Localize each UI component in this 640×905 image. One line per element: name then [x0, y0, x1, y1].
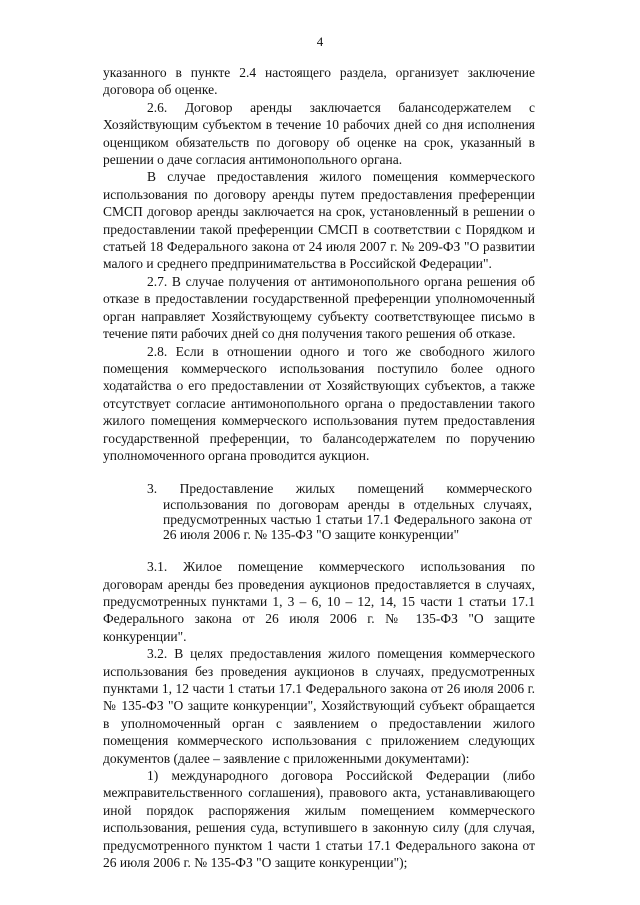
paragraph-3-2: 3.2. В целях предоставления жилого помещения коммерческого использования без проведения аукционов в случаях, предусмотренных пунктами 1, 12 части 1 статьи 17.1 Федерального закона от 26 июля 2006 г. № 135-ФЗ "О защите конкуренции", Хозяйствующий субъект обращается в уполномоченный орган с заявлением о предоставлении жилого помещения коммерческого использования с приложением следующих документов (далее – заявление с приложенными документами):: [103, 646, 535, 766]
document-body: [103, 64, 535, 871]
paragraph-2-8: 2.8. Если в отношении одного и того же свободного жилого помещения коммерческого использования поступило более одного ходатайства о его предоставлении от Хозяйствующих субъектов, а также отсутствует согласие антимонопольного органа о предоставлении такого жилого помещения коммерческого использования путем предоставления государственной преференции, то балансодержателем по поручению уполномоченного органа проводится аукцион.: [103, 343, 535, 463]
paragraph-continuation: указанного в пункте 2.4 настоящего раздела, организует заключение договора об оценке.: [103, 65, 535, 98]
paragraph-3-2-item-1: 1) международного договора Российской Федерации (либо межправительственного соглашения), правового акта, устанавливающего иной порядок распоряжения жилым помещением коммерческого использования, решения суда, вступившего в законную силу (для случая, предусмотренного пунктом 1 части 1 статьи 17.1 Федерального закона от 26 июля 2006 г. № 135-ФЗ "О защите конкуренции");: [103, 768, 535, 871]
paragraph-3-1: 3.1. Жилое помещение коммерческого использования по договорам аренды без проведения аукционов предоставляется в случаях, предусмотренных пунктами 1, 3 – 6, 10 – 12, 14, 15 части 1 статьи 17.1 Федерального закона от 26 июля 2006 г. № 135-ФЗ "О защите конкуренции".: [103, 559, 535, 644]
section-3-heading: 3. Предоставление жилых помещений коммерческого использования по договорам аренды в отдельных случаях, предусмотренных частью 1 статьи 17.1 Федерального закона от 26 июля 2006 г. № 135-ФЗ "О защите конкуренции": [147, 481, 532, 542]
paragraph-smsp-lease-term: В случае предоставления жилого помещения коммерческого использования по договору аренды путем предоставления преференции СМСП договор аренды заключается на срок, установленный в решении о предоставлении такой преференции СМСП в соответствии с Порядком и статьей 18 Федерального закона от 24 июля 2007 г. № 209-ФЗ "О развитии малого и среднего предпринимательства в Российской Федерации".: [103, 169, 535, 272]
paragraph-2-6: 2.6. Договор аренды заключается балансодержателем с Хозяйствующим субъектом в течение 10 рабочих дней со дня исполнения оценщиком обязательств по договору об оценке на срок, указанный в решении о даче согласия антимонопольного органа.: [103, 99, 535, 168]
paragraph-2-7: 2.7. В случае получения от антимонопольного органа решения об отказе в предоставлении государственной преференции уполномоченный орган направляет Хозяйствующему субъекту соответствующее письмо в течение пяти рабочих дней со дня получения такого решения об отказе.: [103, 273, 535, 342]
page-number: 4: [316, 34, 324, 49]
